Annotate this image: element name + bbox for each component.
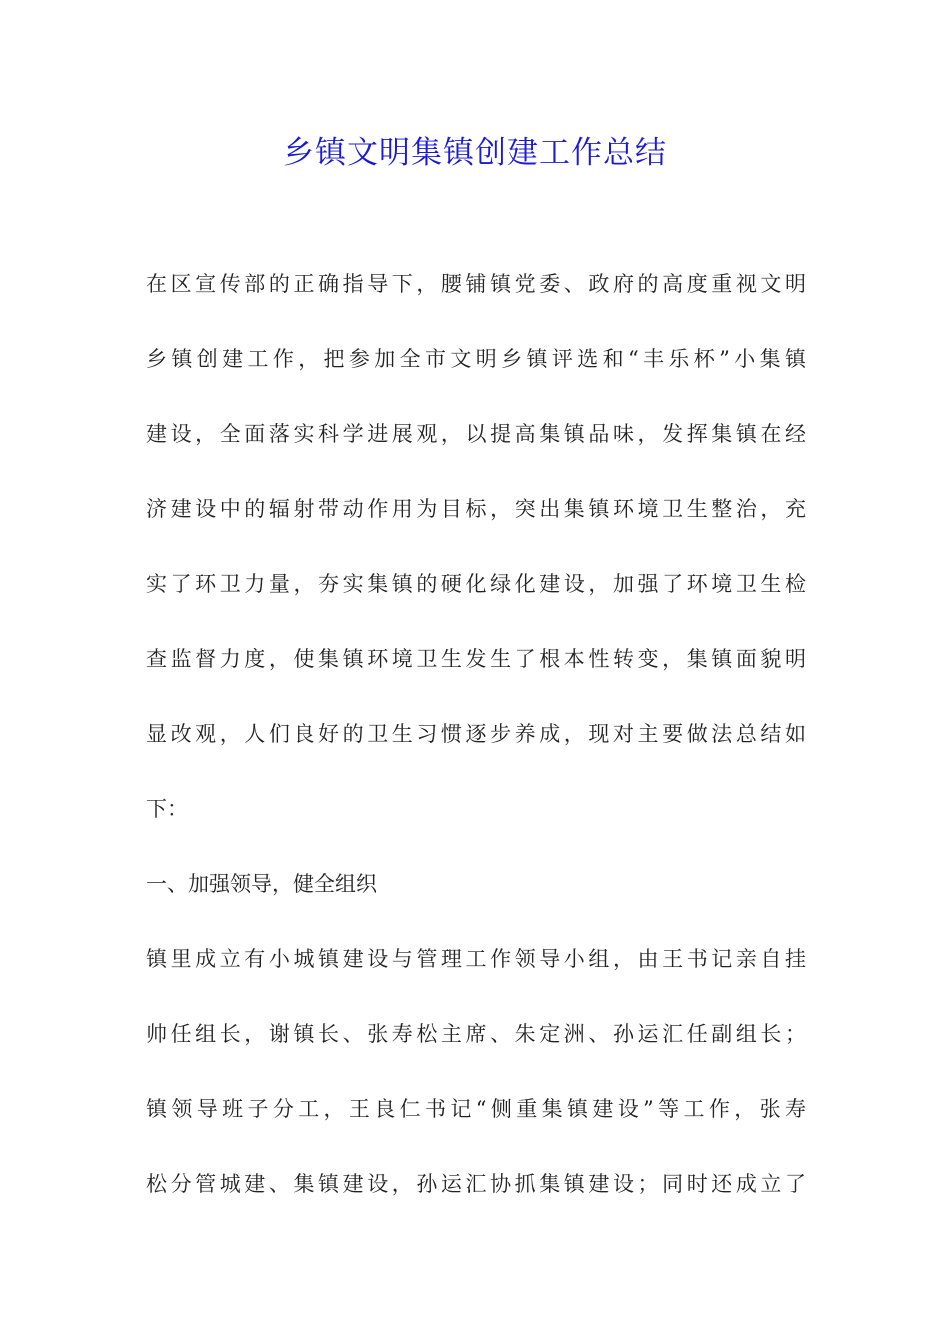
body-line: 帅任组长，谢镇长、张寿松主席、朱定洲、孙运汇任副组长；	[146, 1022, 806, 1046]
body-line: 实了环卫力量，夯实集镇的硬化绿化建设，加强了环境卫生检	[146, 572, 806, 596]
body-line: 在区宣传部的正确指导下，腰铺镇党委、政府的高度重视文明	[146, 272, 806, 296]
document-title: 乡镇文明集镇创建工作总结	[283, 135, 667, 171]
body-line: 松分管城建、集镇建设，孙运汇协抓集镇建设；同时还成立了	[146, 1172, 806, 1196]
body-line: 查监督力度，使集镇环境卫生发生了根本性转变，集镇面貌明	[146, 647, 806, 671]
body-line: 建设，全面落实科学进展观，以提高集镇品味，发挥集镇在经	[146, 422, 806, 446]
body-line: 下：	[146, 797, 188, 821]
body-line: 显改观，人们良好的卫生习惯逐步养成，现对主要做法总结如	[146, 722, 806, 746]
body-line: 乡镇创建工作，把参加全市文明乡镇评选和“丰乐杯”小集镇	[146, 347, 806, 371]
section-heading: 一、加强领导，健全组织	[146, 872, 377, 896]
body-line: 镇里成立有小城镇建设与管理工作领导小组，由王书记亲自挂	[146, 947, 806, 971]
body-line: 济建设中的辐射带动作用为目标，突出集镇环境卫生整治，充	[146, 497, 806, 521]
body-line: 镇领导班子分工，王良仁书记“侧重集镇建设”等工作，张寿	[146, 1097, 806, 1121]
